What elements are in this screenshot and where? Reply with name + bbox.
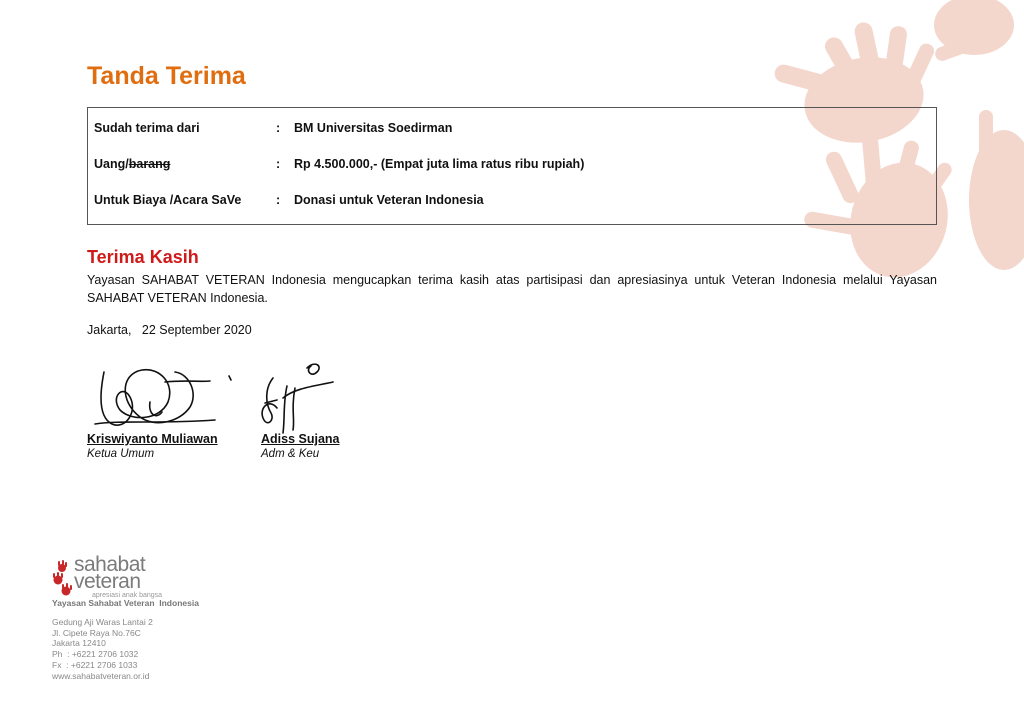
document-title: Tanda Terima — [87, 62, 246, 90]
signer-name-1: Kriswiyanto Muliawan — [87, 432, 218, 446]
organization-name: Yayasan Sahabat Veteran Indonesia — [52, 598, 199, 608]
receipt-value: Donasi untuk Veteran Indonesia — [294, 193, 484, 207]
address-fax: Fx : +6221 2706 1033 — [52, 659, 138, 670]
struck-text: barang — [128, 157, 171, 171]
receipt-box — [87, 107, 937, 225]
signer-name-2: Adiss Sujana — [261, 432, 340, 446]
red-hands-icon — [52, 560, 76, 600]
logo-text-veteran: veteran — [74, 570, 141, 593]
place-date: Jakarta, 22 September 2020 — [87, 323, 252, 337]
logo-tagline: apresiasi anak bangsa — [92, 592, 163, 599]
website-url: www.sahabatveteran.or.id — [52, 670, 150, 681]
receipt-label: Untuk Biaya /Acara SaVe — [94, 193, 242, 207]
thanks-heading: Terima Kasih — [87, 247, 199, 267]
address-line: Jakarta 12410 — [52, 638, 106, 649]
receipt-label: Sudah terima dari — [94, 121, 200, 135]
address-line: Gedung Aji Waras Lantai 2 — [52, 617, 153, 627]
signer-role-1: Ketua Umum — [87, 448, 155, 460]
address-line: Jl. Cipete Raya No.76C — [52, 627, 141, 638]
logo-text-sahabat: sahabat — [74, 553, 146, 576]
thanks-paragraph: Yayasan SAHABAT VETERAN Indonesia mengucapkan terima kasih atas partisipasi dan apresiasinya untuk Veteran Indonesia melalui Yayasan SAHABAT VETERAN Indonesia. — [87, 273, 937, 305]
receipt-label: Uang/barang — [94, 157, 171, 171]
receipt-value: Rp 4.500.000,- (Empat juta lima ratus ribu rupiah) — [294, 157, 585, 171]
receipt-colon: : — [276, 193, 281, 207]
receipt-colon: : — [276, 157, 281, 171]
receipt-colon: : — [276, 121, 281, 135]
signer-role-2: Adm & Keu — [261, 448, 320, 460]
address-block — [52, 617, 153, 681]
signature-image-1 — [90, 362, 230, 437]
signature-image-2 — [225, 358, 345, 438]
receipt-value: BM Universitas Soedirman — [294, 121, 453, 135]
address-phone: Ph : +6221 2706 1032 — [52, 649, 139, 660]
